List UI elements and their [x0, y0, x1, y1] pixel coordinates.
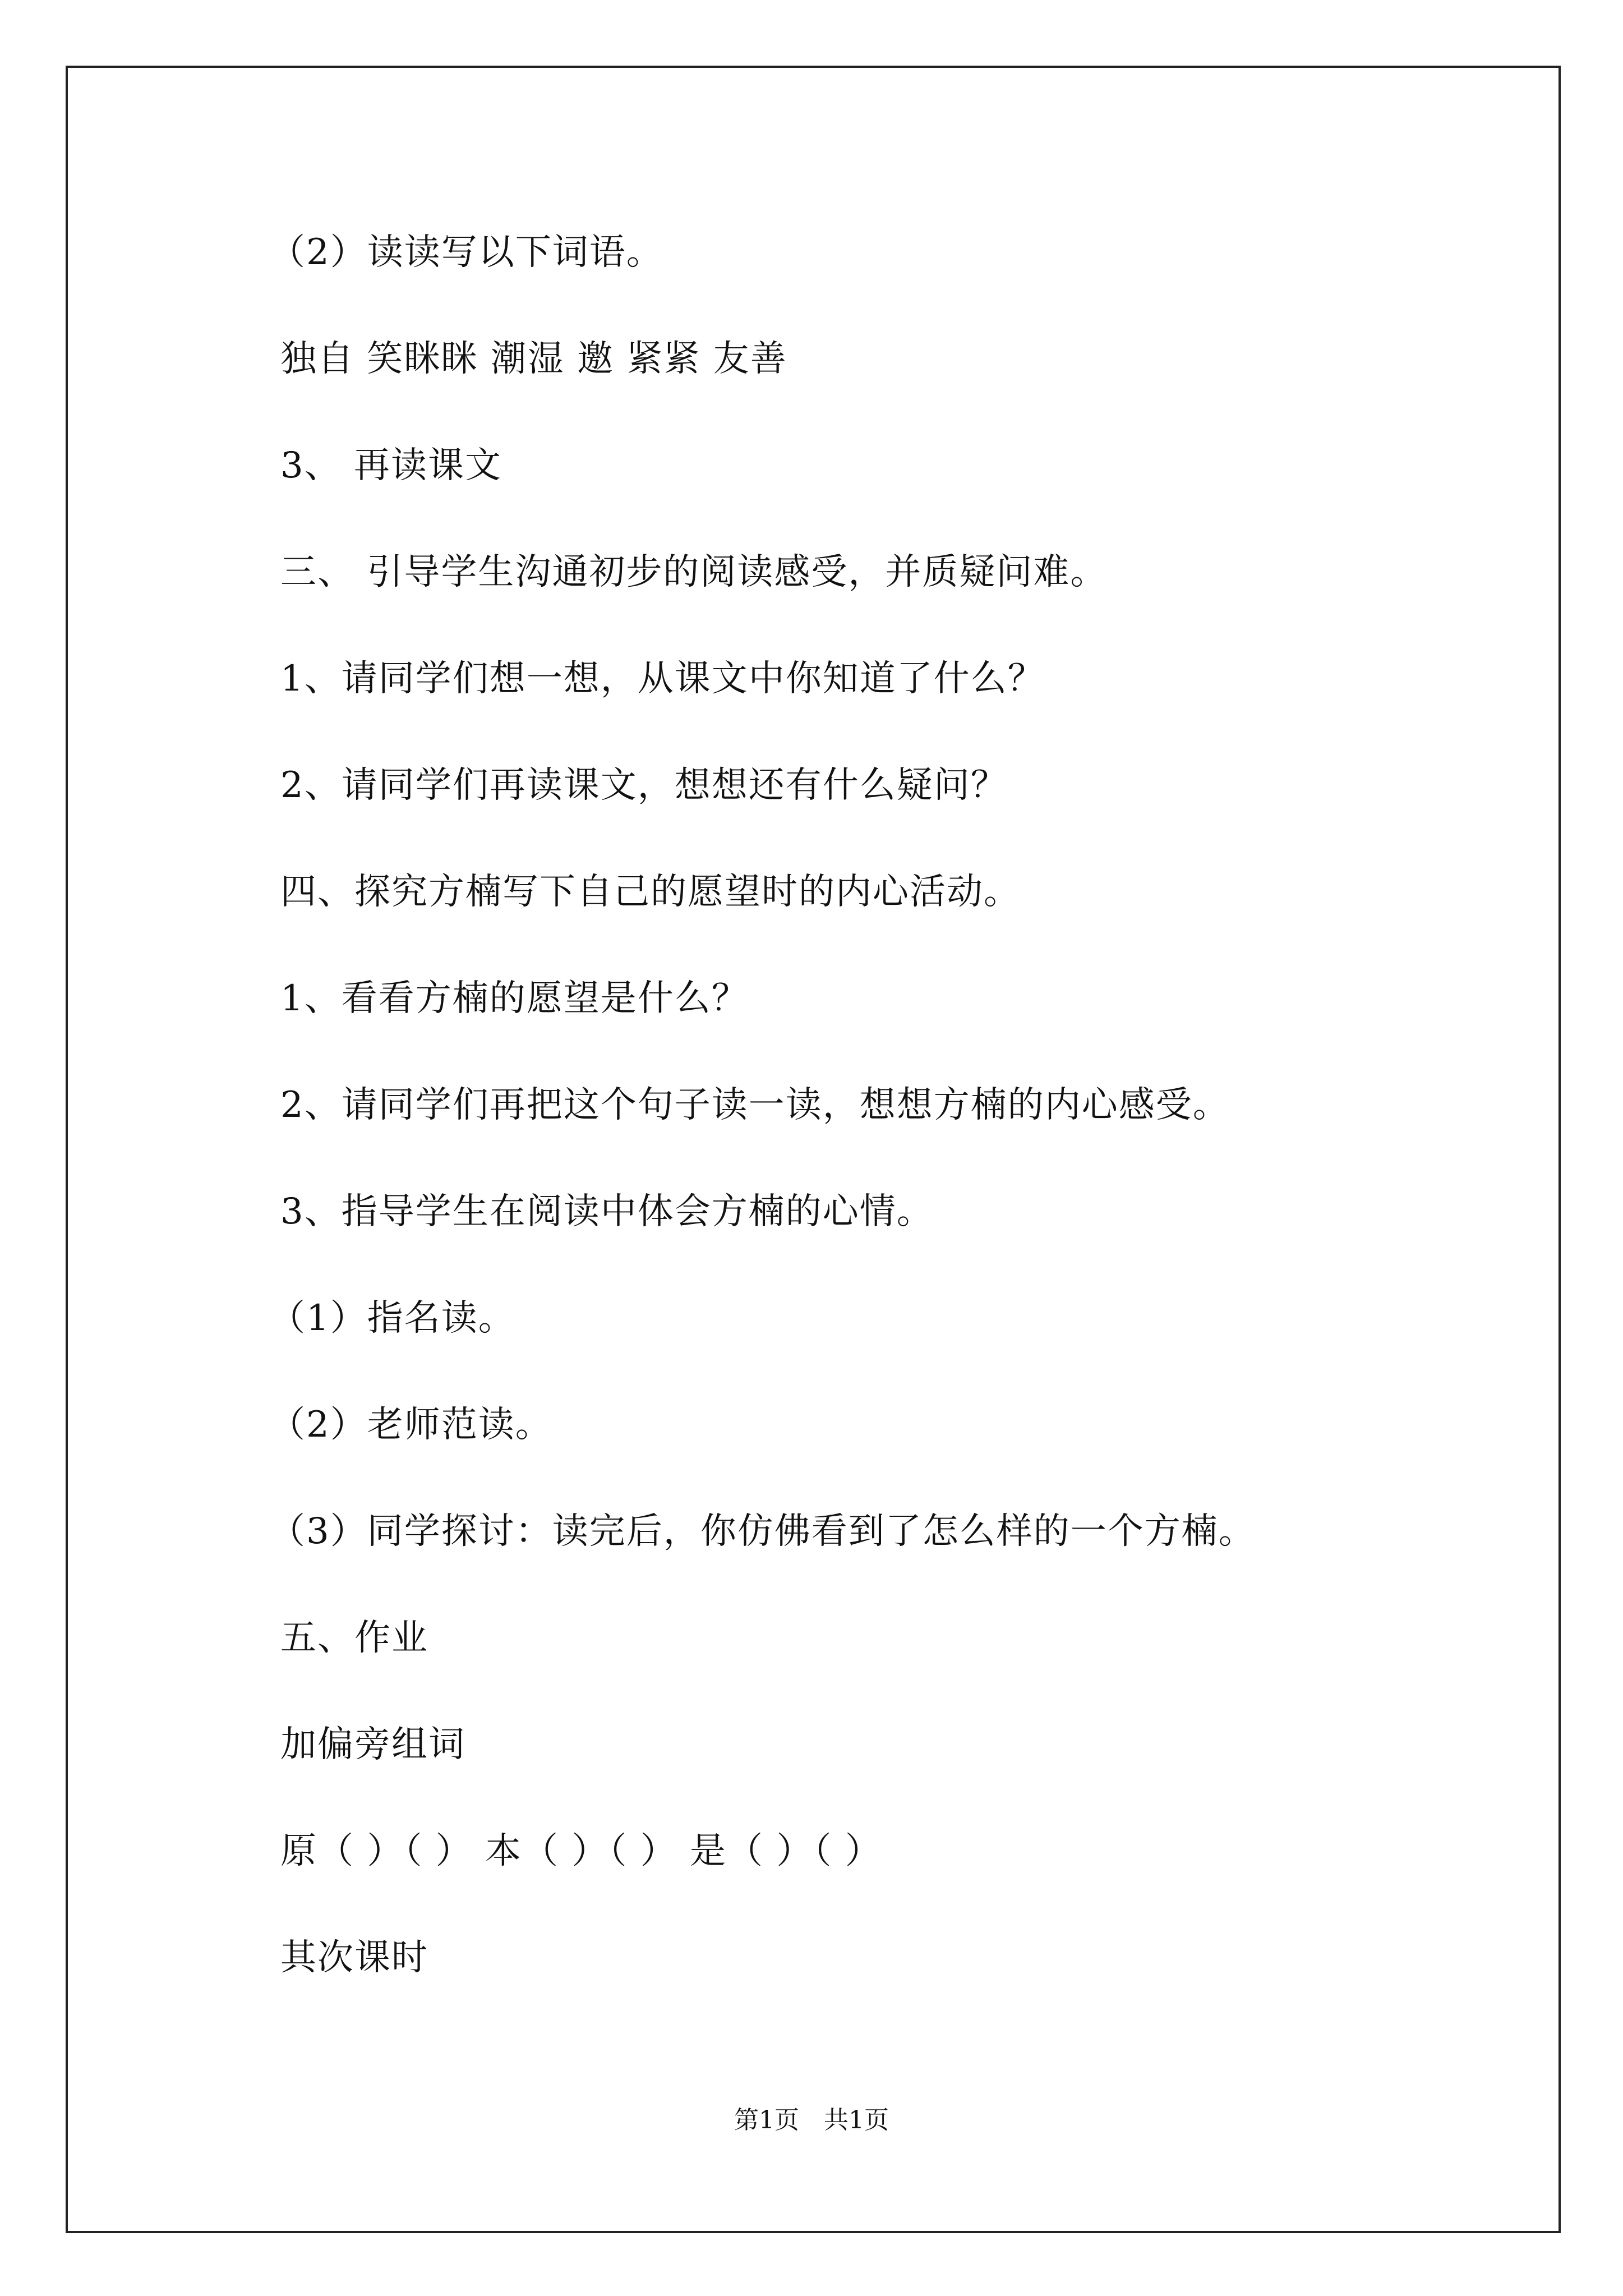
text-line: （2）老师范读。 [269, 1404, 552, 1446]
text-line: 其次课时 [280, 1937, 428, 1978]
text-line: 1、请同学们想一想，从课文中你知道了什么？ [280, 658, 1045, 700]
text-line: 独自 笑眯眯 潮湿 邀 紧紧 友善 [280, 338, 787, 380]
text-line: 3、指导学生在阅读中体会方楠的心情。 [280, 1191, 934, 1232]
text-line: （2）读读写以下词语。 [269, 232, 663, 273]
text-line: 四、探究方楠写下自己的愿望时的内心活动。 [280, 871, 1021, 913]
page-border [66, 66, 1561, 2233]
text-line: 三、 引导学生沟通初步的阅读感受，并质疑问难。 [280, 551, 1108, 593]
text-line: 加偏旁组词 [280, 1724, 465, 1765]
text-line: 2、请同学们再读课文，想想还有什么疑问？ [280, 765, 1008, 806]
text-line: 2、请同学们再把这个句子读一读，想想方楠的内心感受。 [280, 1084, 1230, 1126]
text-line: 原（ ）（ ） 本（ ）（ ） 是（ ）（ ） [280, 1830, 882, 1872]
text-line: 3、 再读课文 [280, 445, 502, 486]
text-line: （3）同学探讨：读完后，你仿佛看到了怎么样的一个方楠。 [269, 1511, 1256, 1552]
text-line: 1、看看方楠的愿望是什么？ [280, 978, 749, 1019]
text-line: （1）指名读。 [269, 1297, 515, 1339]
page-footer: 第1页 共1页 [734, 2106, 889, 2134]
text-line: 五、作业 [280, 1617, 428, 1659]
